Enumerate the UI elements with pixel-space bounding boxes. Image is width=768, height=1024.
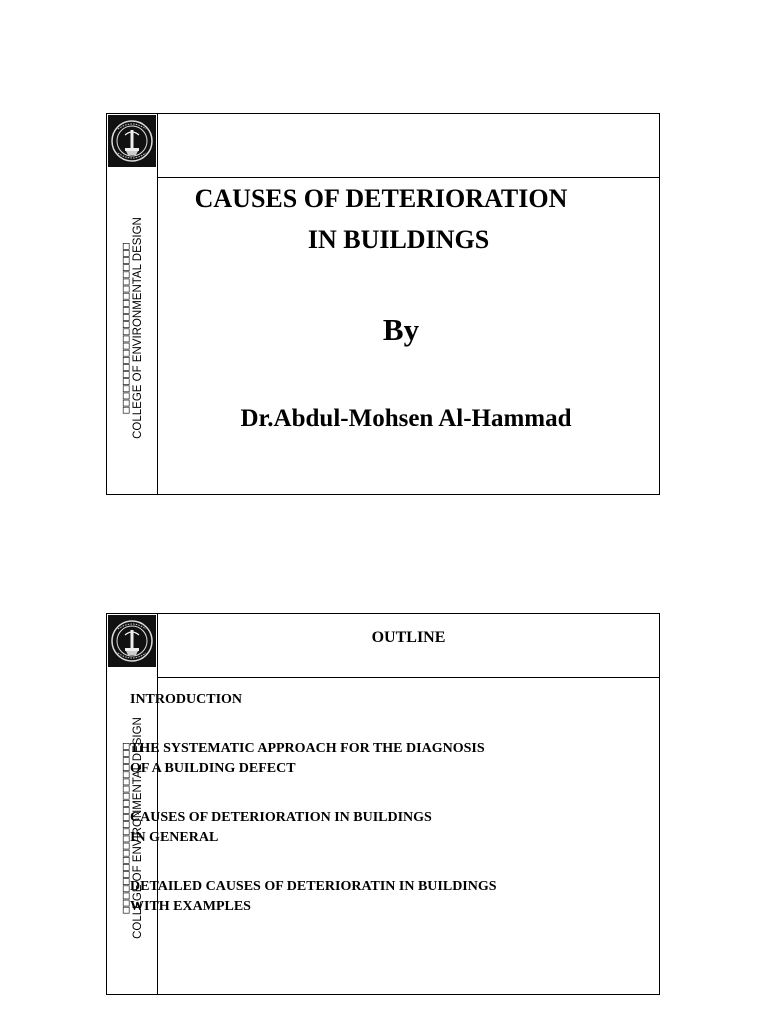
slide-sidebar (107, 114, 158, 494)
college-vertical-label (119, 217, 144, 439)
slide-title-text (158, 178, 659, 260)
outline-item: DETAILED CAUSES OF DETERIORATIN IN BUILDINGS WITH EXAMPLES (130, 879, 497, 914)
arabic-college-name: □□□□□□□□□□□□□□□□□□□□□□□□ (119, 242, 132, 414)
slide-outline (106, 613, 660, 995)
university-seal-icon (108, 115, 156, 167)
slide-header-band (158, 614, 659, 678)
slide-content (158, 178, 659, 494)
title-line-1: CAUSES OF DETERIORATION (194, 184, 568, 213)
title-line-2: IN BUILDINGS (307, 225, 490, 254)
outline-list (130, 690, 497, 946)
by-label: By (382, 312, 420, 347)
outline-item: THE SYSTEMATIC APPROACH FOR THE DIAGNOSIS OF A BUILDING DEFECT (130, 741, 485, 776)
slide-header-band (158, 114, 659, 178)
author-name: Dr.Abdul-Mohsen Al-Hammad (240, 405, 572, 432)
outline-item: INTRODUCTION (130, 692, 243, 707)
outline-title: OUTLINE (371, 629, 446, 646)
outline-item: CAUSES OF DETERIORATION IN BUILDINGS IN GENERAL (130, 810, 432, 845)
arabic-college-name: □□□□□□□□□□□□□□□□□□□□□□□□ (119, 742, 132, 914)
college-name: COLLEGE OF ENVIRONMENTAL DESIGN (132, 217, 144, 439)
college-name: COLLEGE OF ENVIRONMENTAL DESIGN (132, 717, 144, 939)
university-seal-icon (108, 615, 156, 667)
slide-title (106, 113, 660, 495)
